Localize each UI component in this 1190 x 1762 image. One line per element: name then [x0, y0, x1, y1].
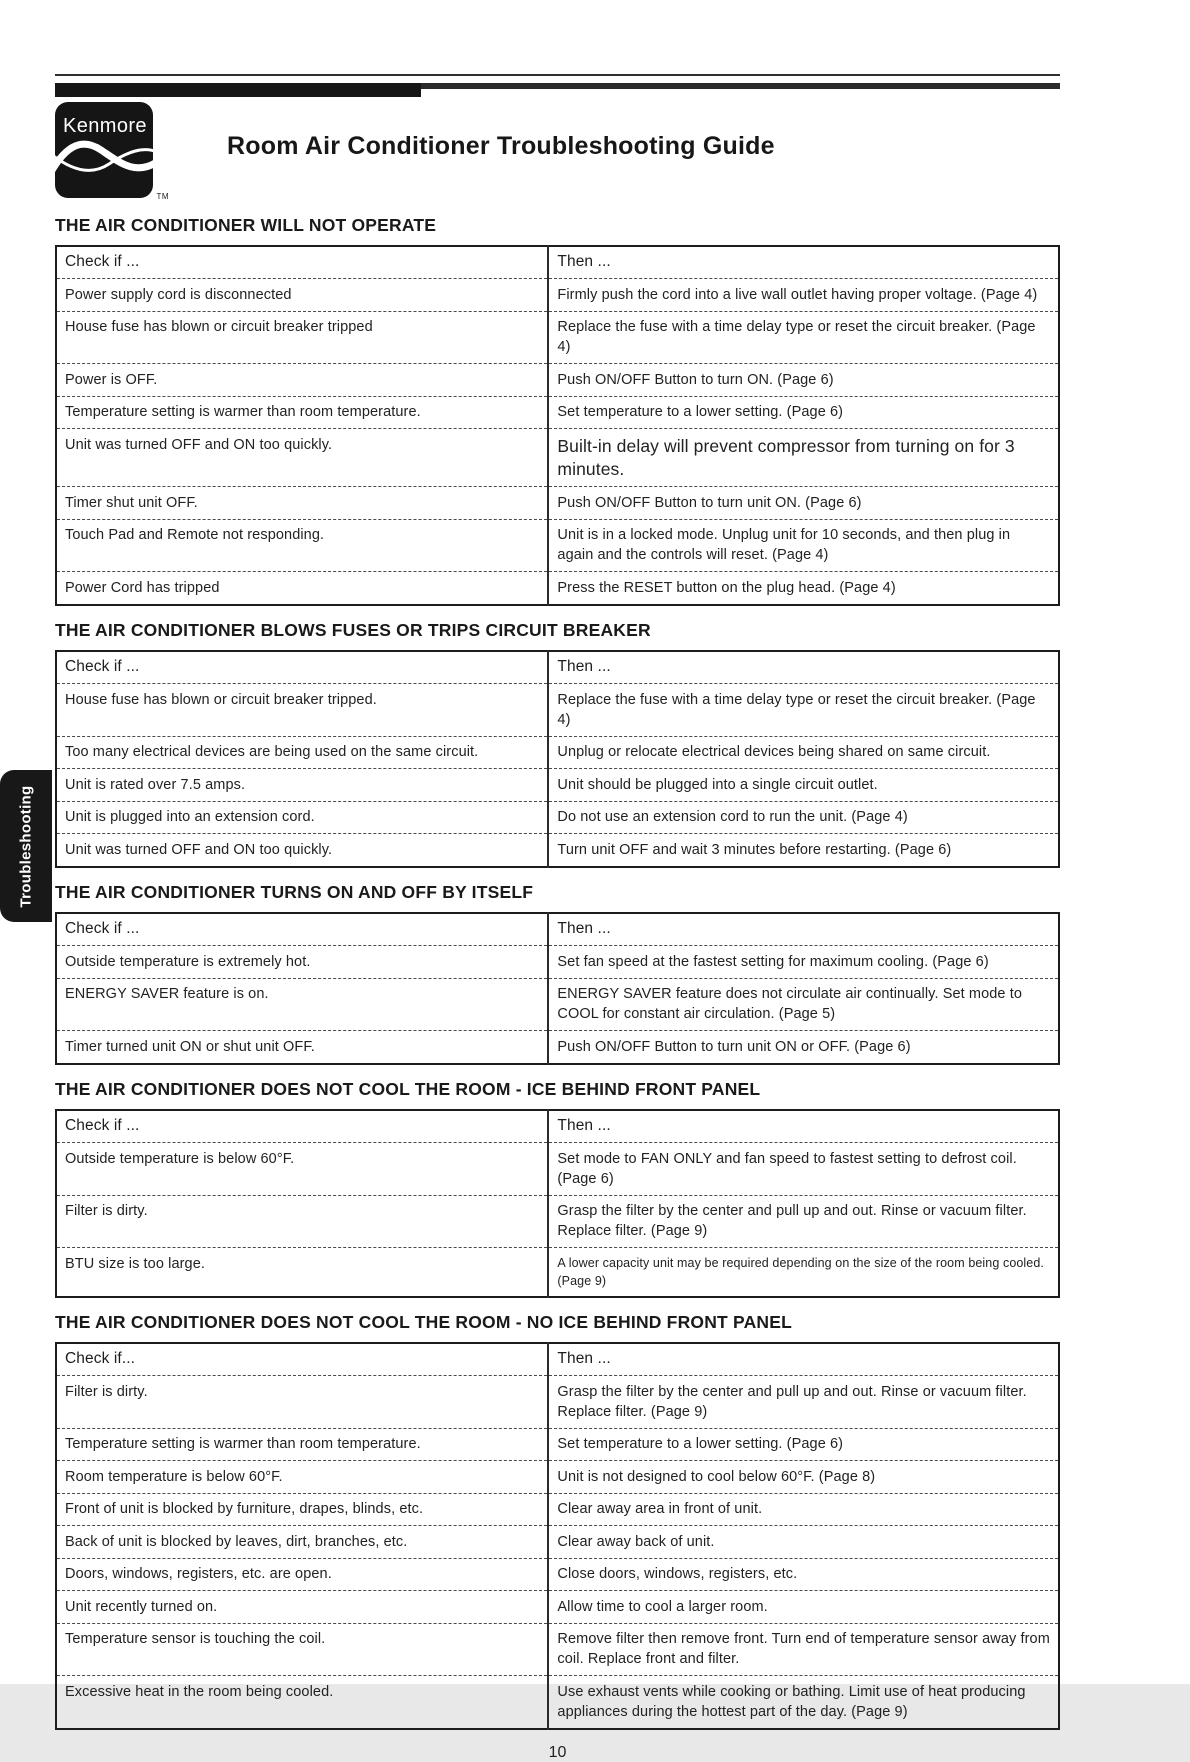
check-if-cell: Filter is dirty.: [56, 1376, 548, 1429]
table-row: [56, 1143, 1059, 1196]
table-row: [56, 769, 1059, 802]
table-row: [56, 978, 1059, 1031]
table-row: [56, 1248, 1059, 1297]
column-header-cell: Then ...: [548, 246, 1059, 279]
column-header-cell: Then ...: [548, 651, 1059, 684]
then-cell: Turn unit OFF and wait 3 minutes before restarting. (Page 6): [557, 841, 952, 858]
troubleshooting-table: [55, 1109, 1060, 1298]
table-row: [56, 279, 1059, 312]
trademark-symbol: TM: [156, 192, 169, 201]
table-row: [56, 396, 1059, 429]
table-row: [56, 1195, 1059, 1248]
header-bars: [55, 83, 1060, 97]
side-tab-label: Troubleshooting: [17, 785, 35, 907]
then-cell: Allow time to cool a larger room.: [548, 1591, 1059, 1624]
table-row: [56, 801, 1059, 834]
then-cell: Set temperature to a lower setting. (Page 6): [548, 396, 1059, 429]
then-cell: Firmly push the cord into a live wall outlet having proper voltage. (Page 4): [548, 279, 1059, 312]
sections-container: [55, 215, 1060, 1730]
table-row: [56, 487, 1059, 520]
table-row: [56, 311, 1059, 364]
kenmore-logo-graphic: [55, 102, 153, 198]
section-heading: THE AIR CONDITIONER WILL NOT OPERATE: [55, 215, 437, 235]
check-if-cell: Temperature setting is warmer than room temperature.: [56, 1428, 548, 1461]
then-cell: Set mode to FAN ONLY and fan speed to fastest setting to defrost coil. (Page 6): [548, 1143, 1059, 1196]
check-if-cell: Temperature setting is warmer than room temperature.: [56, 396, 548, 429]
column-header-cell: Check if ...: [56, 651, 548, 684]
then-cell: Built-in delay will prevent compressor from turning on for 3 minutes.: [548, 429, 1059, 487]
brand-text: Kenmore: [63, 115, 147, 137]
table-row: [56, 684, 1059, 737]
check-if-cell: Filter is dirty.: [56, 1195, 548, 1248]
troubleshooting-table: [55, 245, 1060, 606]
table-row: [56, 1623, 1059, 1676]
then-cell: Push ON/OFF Button to turn unit ON. (Page 6): [548, 487, 1059, 520]
table-row: [56, 1461, 1059, 1494]
check-if-cell: ENERGY SAVER feature is on.: [56, 978, 548, 1031]
check-if-cell: Too many electrical devices are being used on the same circuit.: [56, 736, 548, 769]
check-if-cell: Back of unit is blocked by leaves, dirt, branches, etc.: [56, 1526, 548, 1559]
section-heading: THE AIR CONDITIONER BLOWS FUSES OR TRIPS CIRCUIT BREAKER: [55, 619, 651, 640]
table-row: [56, 1376, 1059, 1429]
troubleshooting-table: [55, 912, 1060, 1065]
thin-header-bar: [421, 83, 1060, 89]
check-if-cell: Unit was turned OFF and ON too quickly.: [56, 834, 548, 867]
table-row: [56, 1676, 1059, 1729]
troubleshooting-side-tab: [0, 770, 52, 922]
table-row: [56, 1428, 1059, 1461]
check-if-cell: Power Cord has tripped: [56, 572, 548, 605]
table-row: [56, 946, 1059, 979]
check-if-cell: Outside temperature is below 60°F.: [56, 1143, 548, 1196]
column-header-cell: Check if ...: [56, 913, 548, 946]
table-row: [56, 572, 1059, 605]
table-header-row: [56, 1343, 1059, 1376]
check-if-cell: Outside temperature is extremely hot.: [56, 946, 548, 979]
check-if-cell: Doors, windows, registers, etc. are open.: [56, 1558, 548, 1591]
column-header-cell: Then ...: [548, 1110, 1059, 1143]
table-header-row: [56, 913, 1059, 946]
table-row: [56, 1493, 1059, 1526]
thick-header-bar: [55, 83, 421, 97]
then-cell: Press the RESET button on the plug head. (Page 4): [557, 579, 896, 596]
then-cell: Unit is not designed to cool below 60°F. (Page 8): [548, 1461, 1059, 1494]
check-if-cell: Unit is rated over 7.5 amps.: [56, 769, 548, 802]
table-row: [56, 1591, 1059, 1624]
then-cell: Grasp the filter by the center and pull up and out. Rinse or vacuum filter. Replace filter. (Page 9): [548, 1195, 1059, 1248]
check-if-cell: Excessive heat in the room being cooled.: [56, 1676, 548, 1729]
then-cell: Grasp the filter by the center and pull up and out. Rinse or vacuum filter. Replace filter. (Page 9): [548, 1376, 1059, 1429]
then-cell: Set temperature to a lower setting. (Page 6): [548, 1428, 1059, 1461]
then-cell: Set fan speed at the fastest setting for maximum cooling. (Page 6): [548, 946, 1059, 979]
troubleshooting-table: [55, 1342, 1060, 1730]
table-row: [56, 834, 1059, 867]
column-header-cell: Check if...: [56, 1343, 548, 1376]
then-cell: Remove filter then remove front. Turn end of temperature sensor away from coil. Replace front and filter.: [548, 1623, 1059, 1676]
check-if-cell: House fuse has blown or circuit breaker tripped: [56, 311, 548, 364]
page-content: [55, 0, 1060, 1762]
check-if-cell: Room temperature is below 60°F.: [56, 1461, 548, 1494]
table-row: [56, 364, 1059, 397]
then-cell: Do not use an extension cord to run the unit. (Page 4): [548, 801, 1059, 834]
column-header-cell: Then ...: [548, 1343, 1059, 1376]
table-header-row: [56, 651, 1059, 684]
top-rule: [55, 74, 1060, 76]
check-if-cell: Power is OFF.: [56, 364, 548, 397]
section-heading: THE AIR CONDITIONER DOES NOT COOL THE ROOM - ICE BEHIND FRONT PANEL: [55, 1078, 761, 1099]
table-header-row: [56, 246, 1059, 279]
then-cell: Unit should be plugged into a single circuit outlet.: [548, 769, 1059, 802]
check-if-cell: Unit was turned OFF and ON too quickly.: [56, 429, 548, 487]
kenmore-logo: [55, 102, 169, 201]
then-cell: Unit is in a locked mode. Unplug unit for 10 seconds, and then plug in again and the controls will reset. (Page 4): [548, 519, 1059, 572]
check-if-cell: House fuse has blown or circuit breaker tripped.: [56, 684, 548, 737]
header: [55, 102, 1060, 201]
table-row: [56, 736, 1059, 769]
check-if-cell: Touch Pad and Remote not responding.: [56, 519, 548, 572]
then-cell: Clear away area in front of unit.: [548, 1493, 1059, 1526]
column-header-cell: Then ...: [548, 913, 1059, 946]
then-cell: Push ON/OFF Button to turn ON. (Page 6): [548, 364, 1059, 397]
check-if-cell: Unit recently turned on.: [56, 1591, 548, 1624]
check-if-cell: Power supply cord is disconnected: [56, 279, 548, 312]
page-title: Room Air Conditioner Troubleshooting Guide: [227, 132, 775, 160]
section-heading: THE AIR CONDITIONER DOES NOT COOL THE ROOM - NO ICE BEHIND FRONT PANEL: [55, 1311, 793, 1332]
check-if-cell: BTU size is too large.: [56, 1248, 548, 1297]
then-cell: Clear away back of unit.: [548, 1526, 1059, 1559]
then-cell: Push ON/OFF Button to turn unit ON or OFF. (Page 6): [557, 1038, 911, 1055]
then-cell: Replace the fuse with a time delay type or reset the circuit breaker. (Page 4): [548, 684, 1059, 737]
check-if-cell: Timer turned unit ON or shut unit OFF.: [56, 1031, 548, 1064]
check-if-cell: Temperature sensor is touching the coil.: [56, 1623, 548, 1676]
check-if-cell: Unit is plugged into an extension cord.: [56, 801, 548, 834]
check-if-cell: Front of unit is blocked by furniture, drapes, blinds, etc.: [56, 1493, 548, 1526]
table-row: [56, 1031, 1059, 1064]
table-row: [56, 1526, 1059, 1559]
then-cell: Replace the fuse with a time delay type or reset the circuit breaker. (Page 4): [548, 311, 1059, 364]
table-row: [56, 519, 1059, 572]
then-cell: ENERGY SAVER feature does not circulate air continually. Set mode to COOL for constant air circulation. (Page 5): [548, 978, 1059, 1031]
then-cell: Use exhaust vents while cooking or bathing. Limit use of heat producing appliances during the hottest part of the day. (Page 9): [557, 1683, 1026, 1720]
table-header-row: [56, 1110, 1059, 1143]
then-cell: Unplug or relocate electrical devices being shared on same circuit.: [548, 736, 1059, 769]
column-header-cell: Check if ...: [56, 246, 548, 279]
section-heading: THE AIR CONDITIONER TURNS ON AND OFF BY ITSELF: [55, 881, 534, 902]
table-row: [56, 429, 1059, 487]
troubleshooting-table: [55, 650, 1060, 868]
then-cell: A lower capacity unit may be required depending on the size of the room being cooled. (Page 9): [557, 1255, 1044, 1288]
table-row: [56, 1558, 1059, 1591]
column-header-cell: Check if ...: [56, 1110, 548, 1143]
then-cell: Close doors, windows, registers, etc.: [548, 1558, 1059, 1591]
check-if-cell: Timer shut unit OFF.: [56, 487, 548, 520]
page-number: 10: [548, 1743, 567, 1761]
